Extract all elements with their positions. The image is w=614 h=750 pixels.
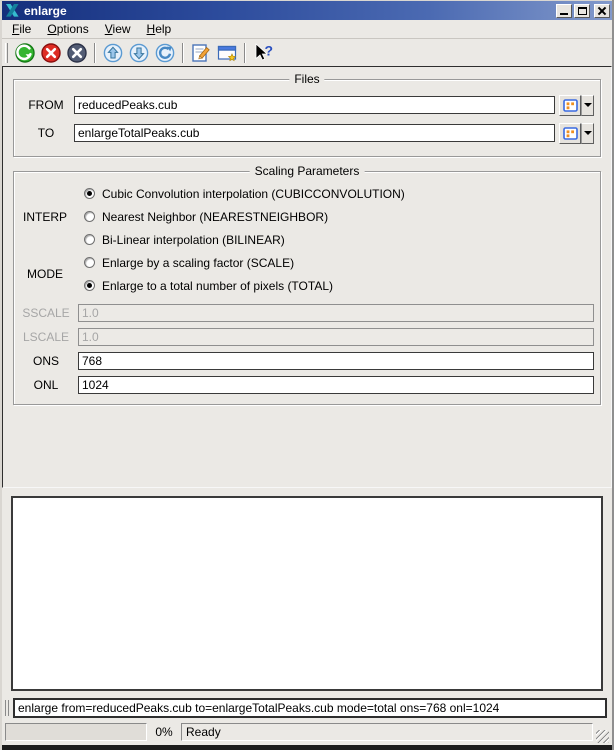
onl-input[interactable] xyxy=(78,376,594,394)
menu-options[interactable]: Options xyxy=(47,22,89,36)
command-line-drag-handle[interactable] xyxy=(5,700,9,716)
arrow-down-icon xyxy=(128,42,150,64)
run-button[interactable] xyxy=(13,41,37,65)
mode-block xyxy=(14,251,600,297)
whats-this-button[interactable] xyxy=(251,41,275,65)
lscale-row xyxy=(14,325,600,349)
toolbar-separator xyxy=(244,43,246,63)
lscale-input xyxy=(78,328,594,346)
to-row xyxy=(14,119,600,147)
window-bottom-border xyxy=(2,745,612,750)
output-log[interactable] xyxy=(11,496,603,691)
window-title: enlarge xyxy=(24,3,67,18)
menu-help[interactable]: Help xyxy=(146,22,172,36)
scaling-group-legend: Scaling Parameters xyxy=(250,164,365,178)
radio-cubicconvolution[interactable] xyxy=(84,182,600,205)
to-browse-dropdown[interactable] xyxy=(581,123,594,144)
file-browse-icon xyxy=(563,99,578,112)
chevron-down-icon xyxy=(584,103,592,107)
maximize-icon xyxy=(578,7,587,15)
ons-input[interactable] xyxy=(78,352,594,370)
toolbar-separator xyxy=(182,43,184,63)
history-up-button[interactable] xyxy=(101,41,125,65)
file-browse-icon xyxy=(563,127,578,140)
radio-button-icon xyxy=(84,257,95,268)
parameter-form-area xyxy=(2,66,612,488)
radio-label: Cubic Convolution interpolation (CUBICCONVOLUTION) xyxy=(102,186,405,201)
radio-button-icon xyxy=(84,280,95,291)
radio-button-icon xyxy=(84,234,95,245)
sscale-row xyxy=(14,301,600,325)
radio-button-icon xyxy=(84,188,95,199)
from-label: FROM xyxy=(28,98,64,112)
radio-nearestneighbor[interactable] xyxy=(84,205,600,228)
radio-label: Enlarge by a scaling factor (SCALE) xyxy=(102,255,295,270)
menu-view[interactable]: View xyxy=(104,22,131,36)
refresh-icon xyxy=(154,42,176,64)
ons-row xyxy=(14,349,600,373)
files-group-legend: Files xyxy=(289,72,324,86)
radio-total[interactable] xyxy=(84,274,600,297)
arrow-up-icon xyxy=(102,42,124,64)
history-down-button[interactable] xyxy=(127,41,151,65)
menu-file[interactable]: File xyxy=(12,22,32,36)
stop-icon xyxy=(40,42,62,64)
to-browse-button[interactable] xyxy=(559,123,581,144)
from-browse xyxy=(559,95,594,116)
progress-percent: 0% xyxy=(155,725,173,739)
close-button[interactable] xyxy=(594,4,610,18)
command-line-input[interactable] xyxy=(13,698,607,718)
from-input[interactable] xyxy=(74,96,555,114)
svg-text:?: ? xyxy=(264,42,274,58)
radio-bilinear[interactable] xyxy=(84,228,600,251)
ons-label: ONS xyxy=(32,354,59,368)
sscale-input xyxy=(78,304,594,322)
status-message-panel xyxy=(181,723,593,741)
files-group xyxy=(13,72,601,157)
toolbar xyxy=(2,39,612,66)
maximize-button[interactable] xyxy=(574,4,590,18)
minimize-button[interactable] xyxy=(556,4,572,18)
edit-document-icon xyxy=(190,42,212,64)
mode-label: MODE xyxy=(27,267,63,281)
onl-row xyxy=(14,373,600,397)
sscale-label: SSCALE xyxy=(22,306,70,320)
interp-label: INTERP xyxy=(22,209,67,224)
radio-scale[interactable] xyxy=(84,251,600,274)
toolbar-separator xyxy=(94,43,96,63)
reset-button[interactable] xyxy=(153,41,177,65)
status-message: Ready xyxy=(186,725,221,739)
radio-button-icon xyxy=(84,211,95,222)
scaling-parameters-group xyxy=(13,164,601,405)
onl-label: ONL xyxy=(33,378,59,392)
menu-bar xyxy=(2,20,612,39)
to-input[interactable] xyxy=(74,124,555,142)
chevron-down-icon xyxy=(584,131,592,135)
minimize-icon xyxy=(560,13,568,15)
exit-button[interactable] xyxy=(65,41,89,65)
radio-label: Nearest Neighbor (NEARESTNEIGHBOR) xyxy=(102,209,329,224)
resize-grip-icon[interactable] xyxy=(596,730,609,743)
window-settings-button[interactable] xyxy=(215,41,239,65)
title-bar[interactable] xyxy=(2,0,612,20)
from-browse-button[interactable] xyxy=(559,95,581,116)
run-icon xyxy=(14,42,36,64)
whats-this-icon xyxy=(252,42,274,64)
progress-bar xyxy=(5,723,147,741)
x11-logo-icon xyxy=(5,3,20,18)
from-row xyxy=(14,91,600,119)
radio-label: Enlarge to a total number of pixels (TOTAL) xyxy=(102,278,333,293)
to-label: TO xyxy=(37,126,55,140)
close-icon xyxy=(597,6,607,16)
stop-button[interactable] xyxy=(39,41,63,65)
to-browse xyxy=(559,123,594,144)
from-browse-dropdown[interactable] xyxy=(581,95,594,116)
status-bar xyxy=(2,719,612,745)
command-line-row xyxy=(2,697,612,719)
interp-block xyxy=(14,182,600,251)
exit-icon xyxy=(66,42,88,64)
window-settings-icon xyxy=(216,42,238,64)
toolbar-drag-handle[interactable] xyxy=(5,43,8,63)
radio-label: Bi-Linear interpolation (BILINEAR) xyxy=(102,232,285,247)
edit-log-button[interactable] xyxy=(189,41,213,65)
lscale-label: LSCALE xyxy=(22,330,70,344)
